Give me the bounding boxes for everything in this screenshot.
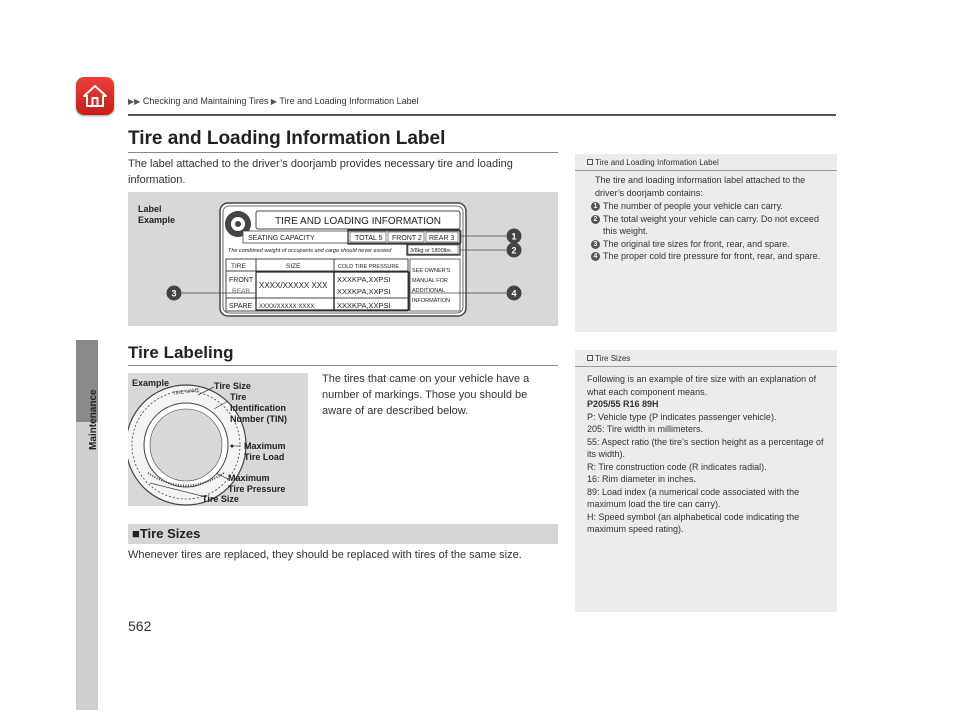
- note-list-text: The proper cold tire pressure for front, rear, and spare.: [603, 251, 821, 261]
- breadcrumb-arrow-icon: ▶▶: [128, 97, 141, 106]
- label-pressure-front: XXXKPA,XXPSI: [337, 275, 391, 284]
- page-title: Tire and Loading Information Label: [128, 128, 446, 149]
- note-intro: The tire and loading information label attached to the driver’s doorjamb contains:: [595, 175, 806, 198]
- label-see-1: SEE OWNER'S: [412, 268, 451, 274]
- number-3-icon: 3: [591, 240, 600, 249]
- label-pressure-rear: XXXKPA,XXPSI: [337, 287, 391, 296]
- note-loading-label: [575, 154, 837, 332]
- tire-sizes-text: Whenever tires are replaced, they should be replaced with tires of the same size.: [128, 549, 522, 561]
- note-example-size: P205/55 R16 89H: [587, 399, 659, 409]
- callout-4: [507, 286, 522, 301]
- label-size-main: XXXX/XXXXX XXX: [259, 281, 328, 290]
- home-icon: [82, 84, 108, 108]
- note-list-text: The original tire sizes for front, rear, and spare.: [603, 238, 790, 249]
- label-combined: The combined weight of occupants and cargo should never exceed: [228, 248, 392, 254]
- label-row-spare: SPARE: [229, 303, 253, 310]
- note-tire-sizes: [575, 350, 837, 612]
- label-front-seats: FRONT 2: [392, 235, 422, 242]
- callout-2: [507, 243, 522, 258]
- note-heading-text: Tire and Loading Information Label: [595, 158, 719, 167]
- note-heading: [575, 154, 837, 171]
- tire-labeling-heading: Tire Labeling: [128, 343, 234, 362]
- note-body: [575, 367, 837, 536]
- label-see-2: MANUAL FOR: [412, 278, 448, 284]
- note-line: H: Speed symbol (an alphabetical code indicating the maximum speed rating).: [587, 511, 800, 534]
- breadcrumb-item[interactable]: Tire and Loading Information Label: [279, 96, 419, 106]
- label-caption-line: Example: [138, 215, 176, 225]
- label-weight: 3/8kg or 1800lbs.: [410, 248, 453, 254]
- note-line: R: Tire construction code (R indicates radial).: [587, 461, 767, 472]
- tire-sidewall-figure: [128, 373, 308, 506]
- label-col-size: SIZE: [286, 263, 301, 270]
- note-line: 205: Tire width in millimeters.: [587, 424, 704, 434]
- section-label: Maintenance: [88, 389, 99, 450]
- fig-tin-line: Identification: [230, 403, 286, 413]
- fig-max-pressure-line: Tire Pressure: [228, 484, 286, 494]
- note-icon: [587, 159, 593, 165]
- svg-text:4: 4: [511, 288, 517, 299]
- fig-tin-line: Number (TIN): [230, 414, 287, 424]
- fig-tire-size-label-bottom: Tire Size: [202, 494, 239, 504]
- note-list-text: The total weight your vehicle can carry. Do not exceed this weight.: [603, 213, 819, 236]
- fig-example-label: Example: [132, 378, 170, 388]
- label-see-4: INFORMATION: [412, 298, 451, 304]
- label-see-3: ADDITIONAL: [412, 288, 446, 294]
- note-heading-text: Tire Sizes: [595, 354, 631, 363]
- note-list-item: [595, 250, 827, 263]
- label-total: TOTAL 5: [355, 235, 383, 242]
- note-heading: [575, 350, 837, 367]
- label-size-spare: XXXX/XXXXX XXXX: [259, 304, 315, 310]
- svg-text:1: 1: [511, 231, 517, 242]
- note-line: 89: Load index (a numerical code associated with the maximum load the tire can carry).: [587, 486, 800, 509]
- note-list-text: The number of people your vehicle can carry.: [603, 201, 783, 211]
- number-2-icon: 2: [591, 215, 600, 224]
- tire-name-text: TIRE NAME: [172, 387, 201, 397]
- breadcrumb: [128, 96, 419, 106]
- label-pressure-spare: XXXKPA,XXPSI: [337, 301, 391, 310]
- tire-sizes-heading: ■Tire Sizes: [128, 524, 558, 544]
- tire-loading-label-illustration: [128, 192, 558, 326]
- header-rule: [128, 114, 836, 116]
- callout-3: [167, 286, 182, 301]
- note-list-item: [595, 200, 827, 213]
- label-col-tire: TIRE: [231, 263, 246, 270]
- label-figure: [128, 192, 558, 326]
- tire-labeling-rule: [128, 365, 558, 366]
- svg-text:2: 2: [511, 245, 517, 256]
- label-rear-seats: REAR 3: [429, 235, 455, 242]
- label-col-pressure: COLD TIRE PRESSURE: [338, 264, 400, 270]
- note-icon: [587, 355, 593, 361]
- breadcrumb-item[interactable]: Checking and Maintaining Tires: [142, 96, 269, 106]
- intro-text: The label attached to the driver’s doorjamb provides necessary tire and loading information.: [128, 158, 513, 186]
- fig-tire-size-label: Tire Size: [214, 381, 251, 391]
- fig-tin-line: Tire: [230, 392, 247, 402]
- fig-max-pressure-label: [228, 473, 285, 495]
- breadcrumb-arrow-icon: ▶: [270, 97, 278, 106]
- number-1-icon: 1: [591, 202, 600, 211]
- note-line: P: Vehicle type (P indicates passenger vehicle).: [587, 411, 777, 422]
- tire-labeling-text: The tires that came on your vehicle have a number of markings. Those you should be aware of are described below.: [322, 373, 530, 417]
- note-body: [575, 171, 837, 263]
- note-line: Following is an example of tire size with an explanation of what each component means.: [587, 374, 817, 397]
- title-rule: [128, 152, 558, 153]
- label-caption-line: Label: [138, 204, 162, 214]
- home-button[interactable]: [76, 77, 114, 115]
- number-4-icon: 4: [591, 252, 600, 261]
- label-row-rear: REAR: [232, 288, 251, 295]
- note-list-item: [595, 238, 827, 251]
- note-line: 16: Rim diameter in inches.: [587, 474, 697, 484]
- fig-max-load-line: Maximum: [244, 441, 286, 451]
- fig-max-load-label: [244, 441, 286, 463]
- label-row-front: FRONT: [229, 277, 254, 284]
- label-seating: SEATING CAPACITY: [248, 235, 315, 242]
- note-line: 55: Aspect ratio (the tire’s section height as a percentage of its width).: [587, 436, 824, 459]
- page-number: 562: [128, 618, 152, 634]
- label-banner: TIRE AND LOADING INFORMATION: [275, 216, 441, 227]
- fig-tin-label: [230, 392, 287, 425]
- fig-max-load-line: Tire Load: [244, 452, 285, 462]
- svg-text:3: 3: [171, 288, 177, 299]
- note-list-item: [595, 213, 827, 238]
- fig-max-pressure-line: Maximum: [228, 473, 270, 483]
- callout-1: [507, 229, 522, 244]
